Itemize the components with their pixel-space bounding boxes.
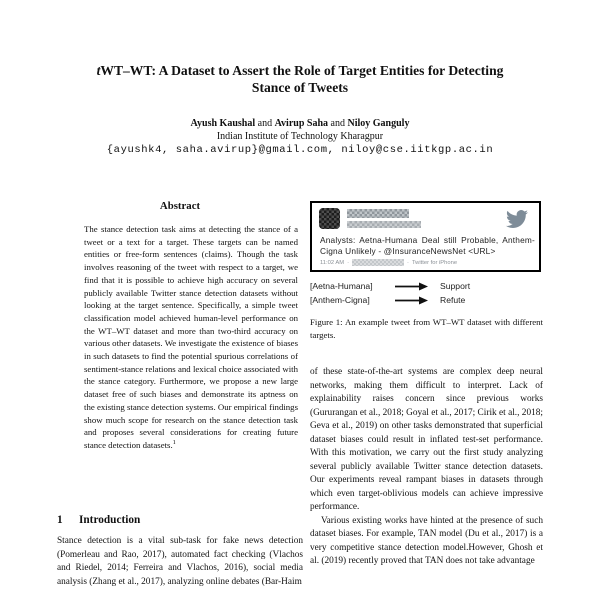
tweet-avatar-pixelated — [319, 208, 340, 229]
abstract-body: The stance detection task aims at detecting the stance of a tweet or a text for a target. These targets can be named entities or free-form sentences (claims). Though the task involves reasoning of the tweet with respect to a target, we find that it is possible to achieve high accuracy on several publicly available Twitter stance detection datasets without looking at the target sentence. Specifically, a simple tweet classification model achieved human-level performance on the WT–WT dataset and more than two-third accuracy on various other datasets. We investigate the existence of biases in such datasets to find the potential spurious correlations of sentiment-stance relations and lexical choice associated with the stance category. Furthermore, we propose a new large dataset free of such biases and demonstrate its aptness on the existing stance detection systems. Our empirical findings show much scope for research on the stance detection task and proposes several considerations for creating future stance detection datasets. — [84, 224, 298, 450]
author-separator: and — [330, 118, 345, 129]
target-label: [Aetna-Humana] — [310, 281, 373, 291]
section-title: Introduction — [79, 514, 141, 526]
stance-label: Refute — [440, 295, 466, 305]
target-mapping-row — [310, 293, 543, 307]
author-name-1: Ayush Kaushal — [190, 118, 256, 129]
target-stance-mappings — [310, 279, 543, 307]
abstract-text — [84, 223, 298, 452]
emails-line: {ayushk4, saha.avirup}@gmail.com, niloy@cse.iitkgp.ac.in — [106, 144, 494, 156]
tweet-date-blur — [352, 259, 404, 266]
author-name-3: Niloy Ganguly — [347, 118, 410, 129]
right-column-body — [310, 366, 543, 600]
author-separator: and — [257, 118, 273, 129]
right-arrow-icon — [394, 296, 430, 305]
right-column — [310, 196, 543, 600]
paper-header — [60, 62, 540, 156]
meta-dot: · — [347, 260, 349, 266]
authors-line — [60, 118, 540, 129]
tweet-username-blur — [347, 209, 409, 218]
abstract-heading: Abstract — [159, 200, 201, 212]
right-paragraph-1: of these state-of-the-art systems are complex deep neural networks, making them difficult to interpret. Lack of explainability raises concern since previous works (Gururangan et al., 2018; Goyal et al., 2017; Cirik et al., 2018; Geva et al., 2019) on other tasks demonstrated that superficial dataset biases could result in inflated test-set performance. With this motivation, we carry out the first study analyzing several publicly available Twitter stance detection datasets. Our experiments reveal rampant biases in datasets through which even target-oblivious models can achieve impressive performance. — [310, 367, 543, 512]
twitter-bird-icon — [504, 208, 530, 230]
tweet-header — [319, 208, 532, 230]
affiliation: Indian Institute of Technology Kharagpur — [216, 131, 384, 142]
introduction-section — [57, 514, 303, 589]
paper-title — [60, 62, 540, 96]
tweet-meta — [320, 259, 457, 266]
intro-paragraph: Stance detection is a vital sub-task for fake news detection (Pomerleau and Rao, 2017), automated fact checking (Vlachos and Riedel, 2014; Ferreira and Vlachos, 2016), social media analysis (Zhang et al., 2017), analyzing online debates (Bar-Haim — [57, 536, 303, 587]
target-label: [Anthem-Cigna] — [310, 295, 370, 305]
meta-dot: · — [407, 260, 409, 266]
title-line2: Stance of Tweets — [251, 80, 349, 95]
tweet-handle-blur — [347, 221, 421, 228]
author-name-2: Avirup Saha — [274, 118, 329, 129]
right-paragraph-2: Various existing works have hinted at the presence of such dataset biases. For example, TAN model (Du et al., 2017) is a very competitive stance detection model.However, Ghosh et al. (2019) recently proved that TAN does not take advantage — [310, 515, 543, 566]
figure-1 — [310, 201, 543, 341]
tweet-user-block — [347, 209, 421, 228]
tweet-text: Analysts: Aetna-Humana Deal still Probable, Anthem-Cigna Unlikely - @InsuranceNewsNet <URL> — [320, 235, 535, 256]
tweet-source: Twitter for iPhone — [411, 260, 458, 266]
right-arrow-icon — [394, 282, 430, 291]
figure-caption: Figure 1: An example tweet from WT–WT dataset with different targets. — [310, 317, 543, 340]
stance-label: Support — [440, 281, 471, 291]
tweet-time: 11:02 AM — [320, 260, 345, 266]
introduction-heading — [57, 514, 303, 526]
title-italic-prefix: t — [96, 63, 101, 78]
target-mapping-row — [310, 279, 543, 293]
tweet-card — [310, 201, 541, 272]
title-line1: WT–WT: A Dataset to Assert the Role of Target Entities for Detecting — [100, 63, 504, 78]
section-number: 1 — [57, 514, 63, 526]
footnote-marker: 1 — [172, 439, 176, 447]
left-column — [57, 196, 303, 600]
